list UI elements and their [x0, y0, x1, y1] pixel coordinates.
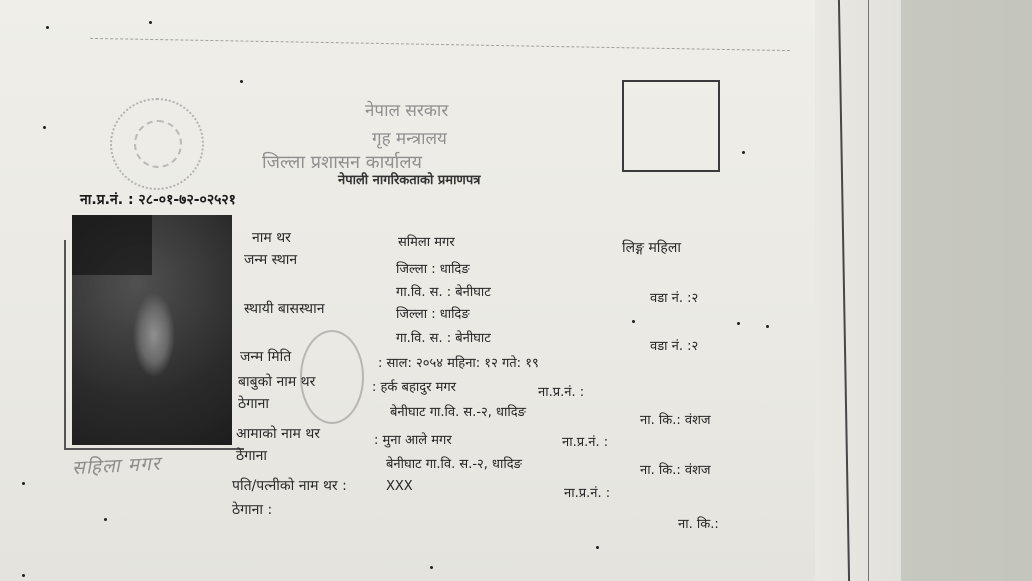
header-ministry: गृह मन्त्रालय [372, 129, 447, 149]
speck [742, 151, 745, 154]
birthplace-vdc: गा.वि. स. : बेनीघाट [396, 285, 491, 300]
gender-label: लिङ्ग [622, 240, 644, 256]
spouse-citizenship-number-label: ना.प्र.नं. : [564, 486, 611, 501]
speck [22, 574, 25, 577]
thumbprint-box [622, 80, 720, 172]
holder-photo [72, 215, 232, 445]
father-nationality-type: ना. कि.: वंशज [640, 413, 711, 428]
speck [766, 325, 769, 328]
spouse-address-label: ठेगाना : [232, 502, 273, 518]
birthplace-ward: वडा नं. :२ [650, 291, 699, 306]
speck [149, 21, 152, 24]
permanent-address-district: जिल्ला : धादिङ [396, 307, 470, 322]
spouse-name-label: पति/पत्नीको नाम थर : [232, 478, 347, 494]
holder-signature: सहिला मगर [71, 452, 162, 480]
father-address: बेनीघाट गा.वि. स.-२, धादिङ [390, 405, 526, 420]
father-name-value: : हर्क बहादुर मगर [372, 380, 456, 395]
paper-edge-line [868, 0, 869, 581]
mother-citizenship-number-label: ना.प्र.नं. : [562, 435, 609, 450]
gender-field [622, 238, 681, 257]
name-label: नाम थर [252, 230, 291, 246]
photo-frame-line [64, 240, 72, 450]
father-citizenship-number-label: ना.प्र.नं. : [538, 385, 585, 400]
father-name-label: बाबुको नाम थर [238, 374, 316, 390]
speck [596, 546, 599, 549]
speck [737, 322, 740, 325]
speck [22, 482, 25, 485]
spouse-name-value: XXX [386, 479, 413, 494]
father-address-label: ठेगाना [238, 396, 270, 412]
spouse-nationality-type: ना. कि.: [678, 517, 719, 532]
gender-value: महिला [648, 240, 681, 256]
birthplace-district: जिल्ला : धादिङ [396, 262, 470, 277]
dob-value: : साल: २०५४ महिना: १२ गते: १९ [378, 356, 539, 371]
certificate-number: ना.प्र.नं. : २८-०१-७२-०२५२१ [80, 192, 236, 208]
speck [430, 566, 433, 569]
speck [632, 320, 635, 323]
mother-name-label: आमाको नाम थर [236, 426, 321, 442]
speck [104, 518, 107, 521]
permanent-address-ward: वडा नं. :२ [650, 339, 699, 354]
dob-label: जन्म मिति [240, 349, 292, 365]
speck [43, 126, 46, 129]
mother-name-value: : मुना आले मगर [374, 433, 452, 448]
permanent-address-vdc: गा.वि. स. : बेनीघाट [396, 331, 491, 346]
header-government: नेपाल सरकार [365, 101, 449, 121]
speck [46, 26, 49, 29]
mother-nationality-type: ना. कि.: वंशज [640, 463, 711, 478]
birthplace-label: जन्म स्थान [244, 252, 298, 268]
name-value: समिला मगर [398, 235, 455, 250]
government-emblem-icon [110, 98, 204, 190]
document-title: नेपाली नागरिकताको प्रमाणपत्र [338, 173, 481, 188]
speck [240, 80, 243, 83]
mother-address-label: ठेगाना [236, 448, 268, 464]
header-office: जिल्ला प्रशासन कार्यालय [262, 152, 422, 173]
top-dotted-rule [90, 38, 790, 51]
mother-address: बेनीघाट गा.वि. स.-२, धादिङ [386, 457, 522, 472]
permanent-address-label: स्थायी बासस्थान [244, 301, 325, 317]
